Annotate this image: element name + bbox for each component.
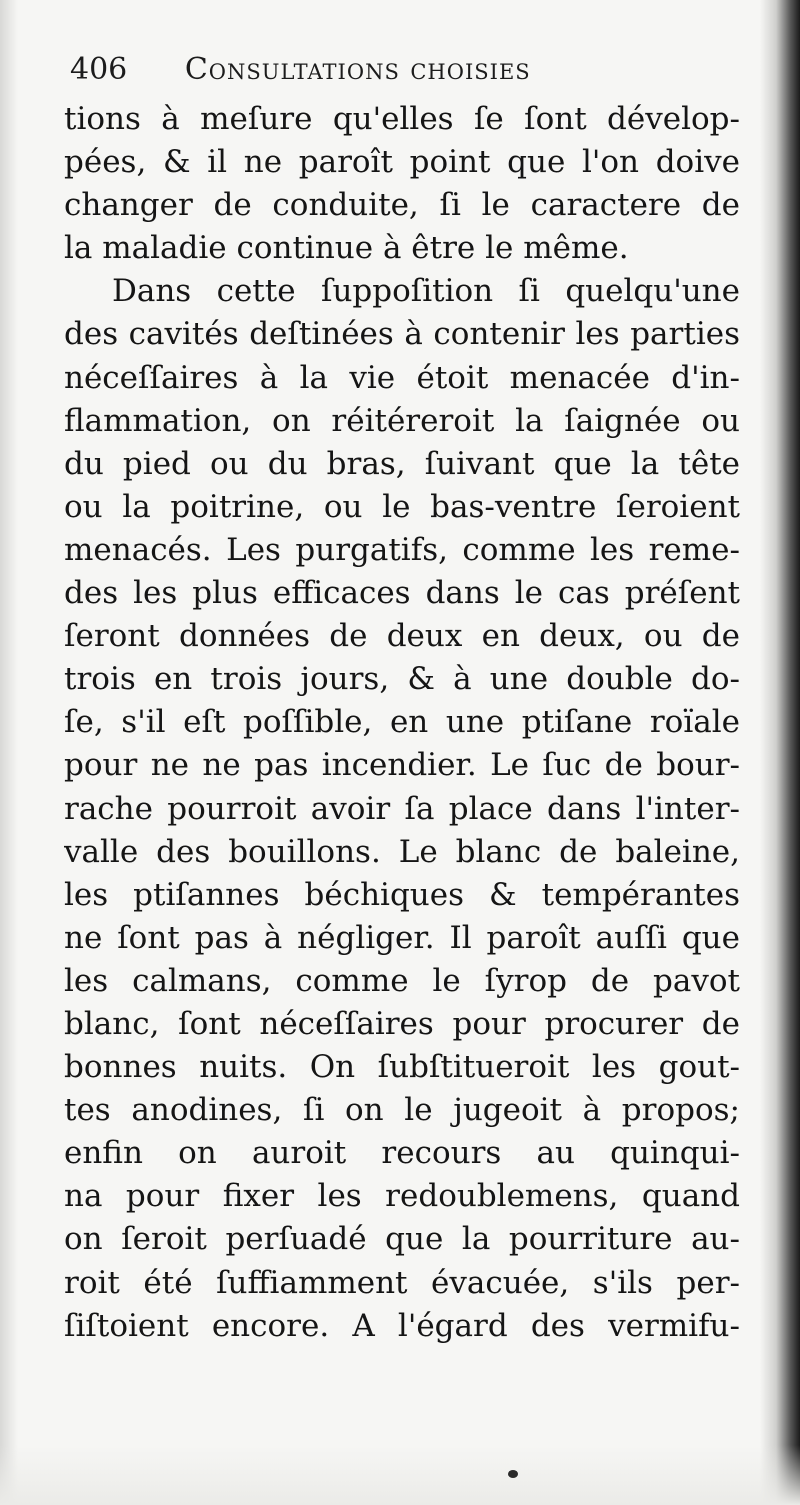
- text-line: on ſeroit perſuadé que la pourriture au-: [64, 1221, 740, 1258]
- text-line: tions à meſure qu'elles ſe ſont dévelop-: [64, 101, 740, 137]
- text-line: Dans cette ſuppoſition ſi quelqu'une: [112, 273, 740, 310]
- text-line: des les plus efficaces dans le cas préſent: [64, 575, 740, 612]
- text-line: ou la poitrine, ou le bas-ventre ſeroient: [64, 488, 740, 525]
- text-line: des cavités deſtinées à contenir les parties: [64, 316, 740, 353]
- running-head: Consultations choisies: [184, 52, 531, 87]
- text-line: ſiſtoient encore. A l'égard des vermifu-: [64, 1307, 740, 1344]
- text-line: menacés. Les purgatifs, comme les reme-: [64, 531, 740, 568]
- text-line: enfin on auroit recours au quinqui-: [64, 1135, 740, 1172]
- page-header: [70, 52, 760, 87]
- page-number: 406: [70, 52, 128, 87]
- text-line: pour ne ne pas incendier. Le ſuc de bour-: [64, 747, 740, 784]
- text-line: ſeront données de deux en deux, ou de: [64, 618, 740, 655]
- text-line: roit été ſuffiamment évacuée, s'ils per-: [64, 1264, 740, 1301]
- text-line: néceſſaires à la vie étoit menacée d'in-: [64, 359, 740, 396]
- text-line: blanc, ſont néceſſaires pour procurer de: [64, 1005, 740, 1042]
- text-line: changer de conduite, ſi le caractere de: [64, 187, 740, 224]
- page-right-edge: [760, 0, 800, 1505]
- text-line: flammation, on réitéreroit la ſaignée ou: [64, 402, 740, 439]
- text-line: les calmans, comme le ſyrop de pavot: [64, 962, 740, 999]
- text-line: ne ſont pas à négliger. Il paroît auſſi que: [64, 919, 740, 956]
- text-line: trois en trois jours, & à une double do-: [64, 661, 740, 698]
- page-bottom-margin: [0, 1445, 800, 1505]
- text-line: ſe, s'il eſt poſſible, en une ptiſane roïale: [64, 704, 740, 741]
- text-line: pées, & il ne paroît point que l'on doive: [64, 144, 740, 181]
- text-line: du pied ou du bras, ſuivant que la tête: [64, 445, 740, 482]
- text-line: rache pourroit avoir ſa place dans l'inter-: [64, 790, 740, 827]
- ink-smudge: [508, 1470, 518, 1478]
- text-line: na pour fixer les redoublemens, quand: [64, 1178, 740, 1215]
- text-line: bonnes nuits. On ſubſtitueroit les gout-: [64, 1049, 740, 1086]
- page-gutter-shadow: [0, 0, 18, 1505]
- text-line: valle des bouillons. Le blanc de baleine,: [64, 833, 740, 870]
- body-text: [64, 98, 740, 1348]
- text-line: les ptiſannes béchiques & tempérantes: [64, 876, 740, 913]
- text-line: la maladie continue à être le même.: [64, 230, 629, 267]
- text-line: tes anodines, ſi on le jugeoit à propos;: [64, 1092, 740, 1129]
